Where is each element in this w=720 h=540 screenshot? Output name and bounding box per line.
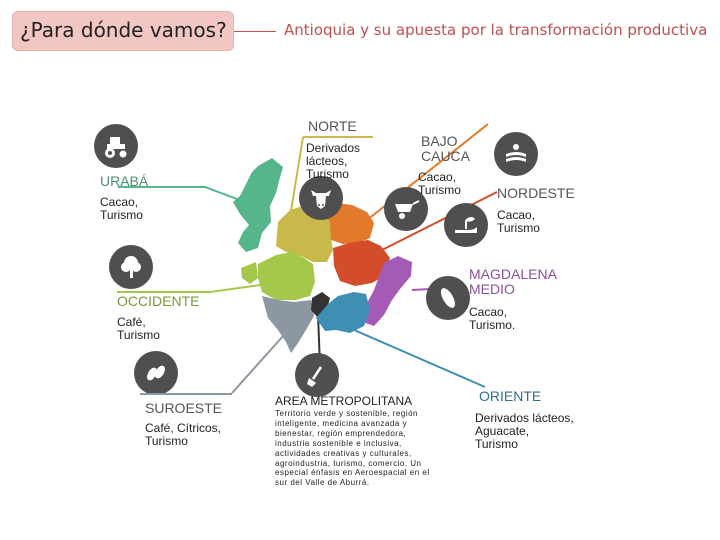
products-suroeste: Café, Cítricos, Turismo — [145, 421, 222, 448]
region-occidente-shape — [258, 252, 315, 300]
products-nordeste: Cacao, Turismo — [497, 208, 540, 235]
tree-icon — [109, 245, 153, 289]
connector-oriente — [345, 326, 485, 387]
underline-suroeste — [140, 393, 232, 395]
region-label-bajo-cauca: BAJO CAUCA — [421, 133, 471, 164]
products-uraba: Cacao, Turismo — [100, 195, 143, 222]
plant-hand-icon — [444, 203, 488, 247]
region-label-nordeste: NORDESTE — [497, 185, 575, 201]
region-label-magdalena-medio: MAGDALENA MEDIO — [469, 266, 557, 297]
underline-norte — [303, 136, 373, 138]
products-magdalena-medio: Cacao, Turismo. — [469, 305, 516, 332]
region-label-norte: NORTE — [308, 118, 357, 134]
cacao-pod-icon — [426, 276, 470, 320]
shovel-icon — [295, 353, 339, 397]
products-occidente: Café, Turismo — [117, 315, 160, 342]
region-label-occidente: OCCIDENTE — [117, 293, 200, 309]
region-label-suroeste: SUROESTE — [145, 400, 223, 416]
products-bajo-cauca: Cacao, Turismo — [418, 170, 461, 197]
page-subtitle: Antioquia y su apuesta por la transformación productiva — [284, 21, 708, 39]
description-area-metropolitana: Territorio verde y sostenible, región inteligente, medicina avanzada y bienestar, región emprendedora, industria sostenible e inclusiva, actividades creativas y culturales, agroindustria, turismo, comercio. Un especial énfasis en Aeroespacial en el sur del Valle de Aburrá. — [275, 409, 430, 488]
products-oriente: Derivados lácteos, Aguacate, Turismo — [475, 411, 574, 451]
tractor-icon — [94, 124, 138, 168]
region-label-area-metropolitana: AREA METROPOLITANA — [275, 394, 413, 408]
cow-icon — [299, 176, 343, 220]
region-label-uraba: URABÁ — [100, 173, 149, 189]
region-uraba-shape — [233, 158, 283, 252]
page-title: ¿Para dónde vamos? — [20, 18, 227, 42]
region-label-oriente: ORIENTE — [479, 388, 542, 404]
farm-field-icon — [494, 132, 538, 176]
region-occidente-ext-shape — [241, 262, 258, 284]
products-norte: Derivados lácteos, Turismo — [306, 141, 361, 181]
region-suroeste-shape — [262, 296, 314, 353]
coffee-beans-icon — [134, 351, 178, 395]
